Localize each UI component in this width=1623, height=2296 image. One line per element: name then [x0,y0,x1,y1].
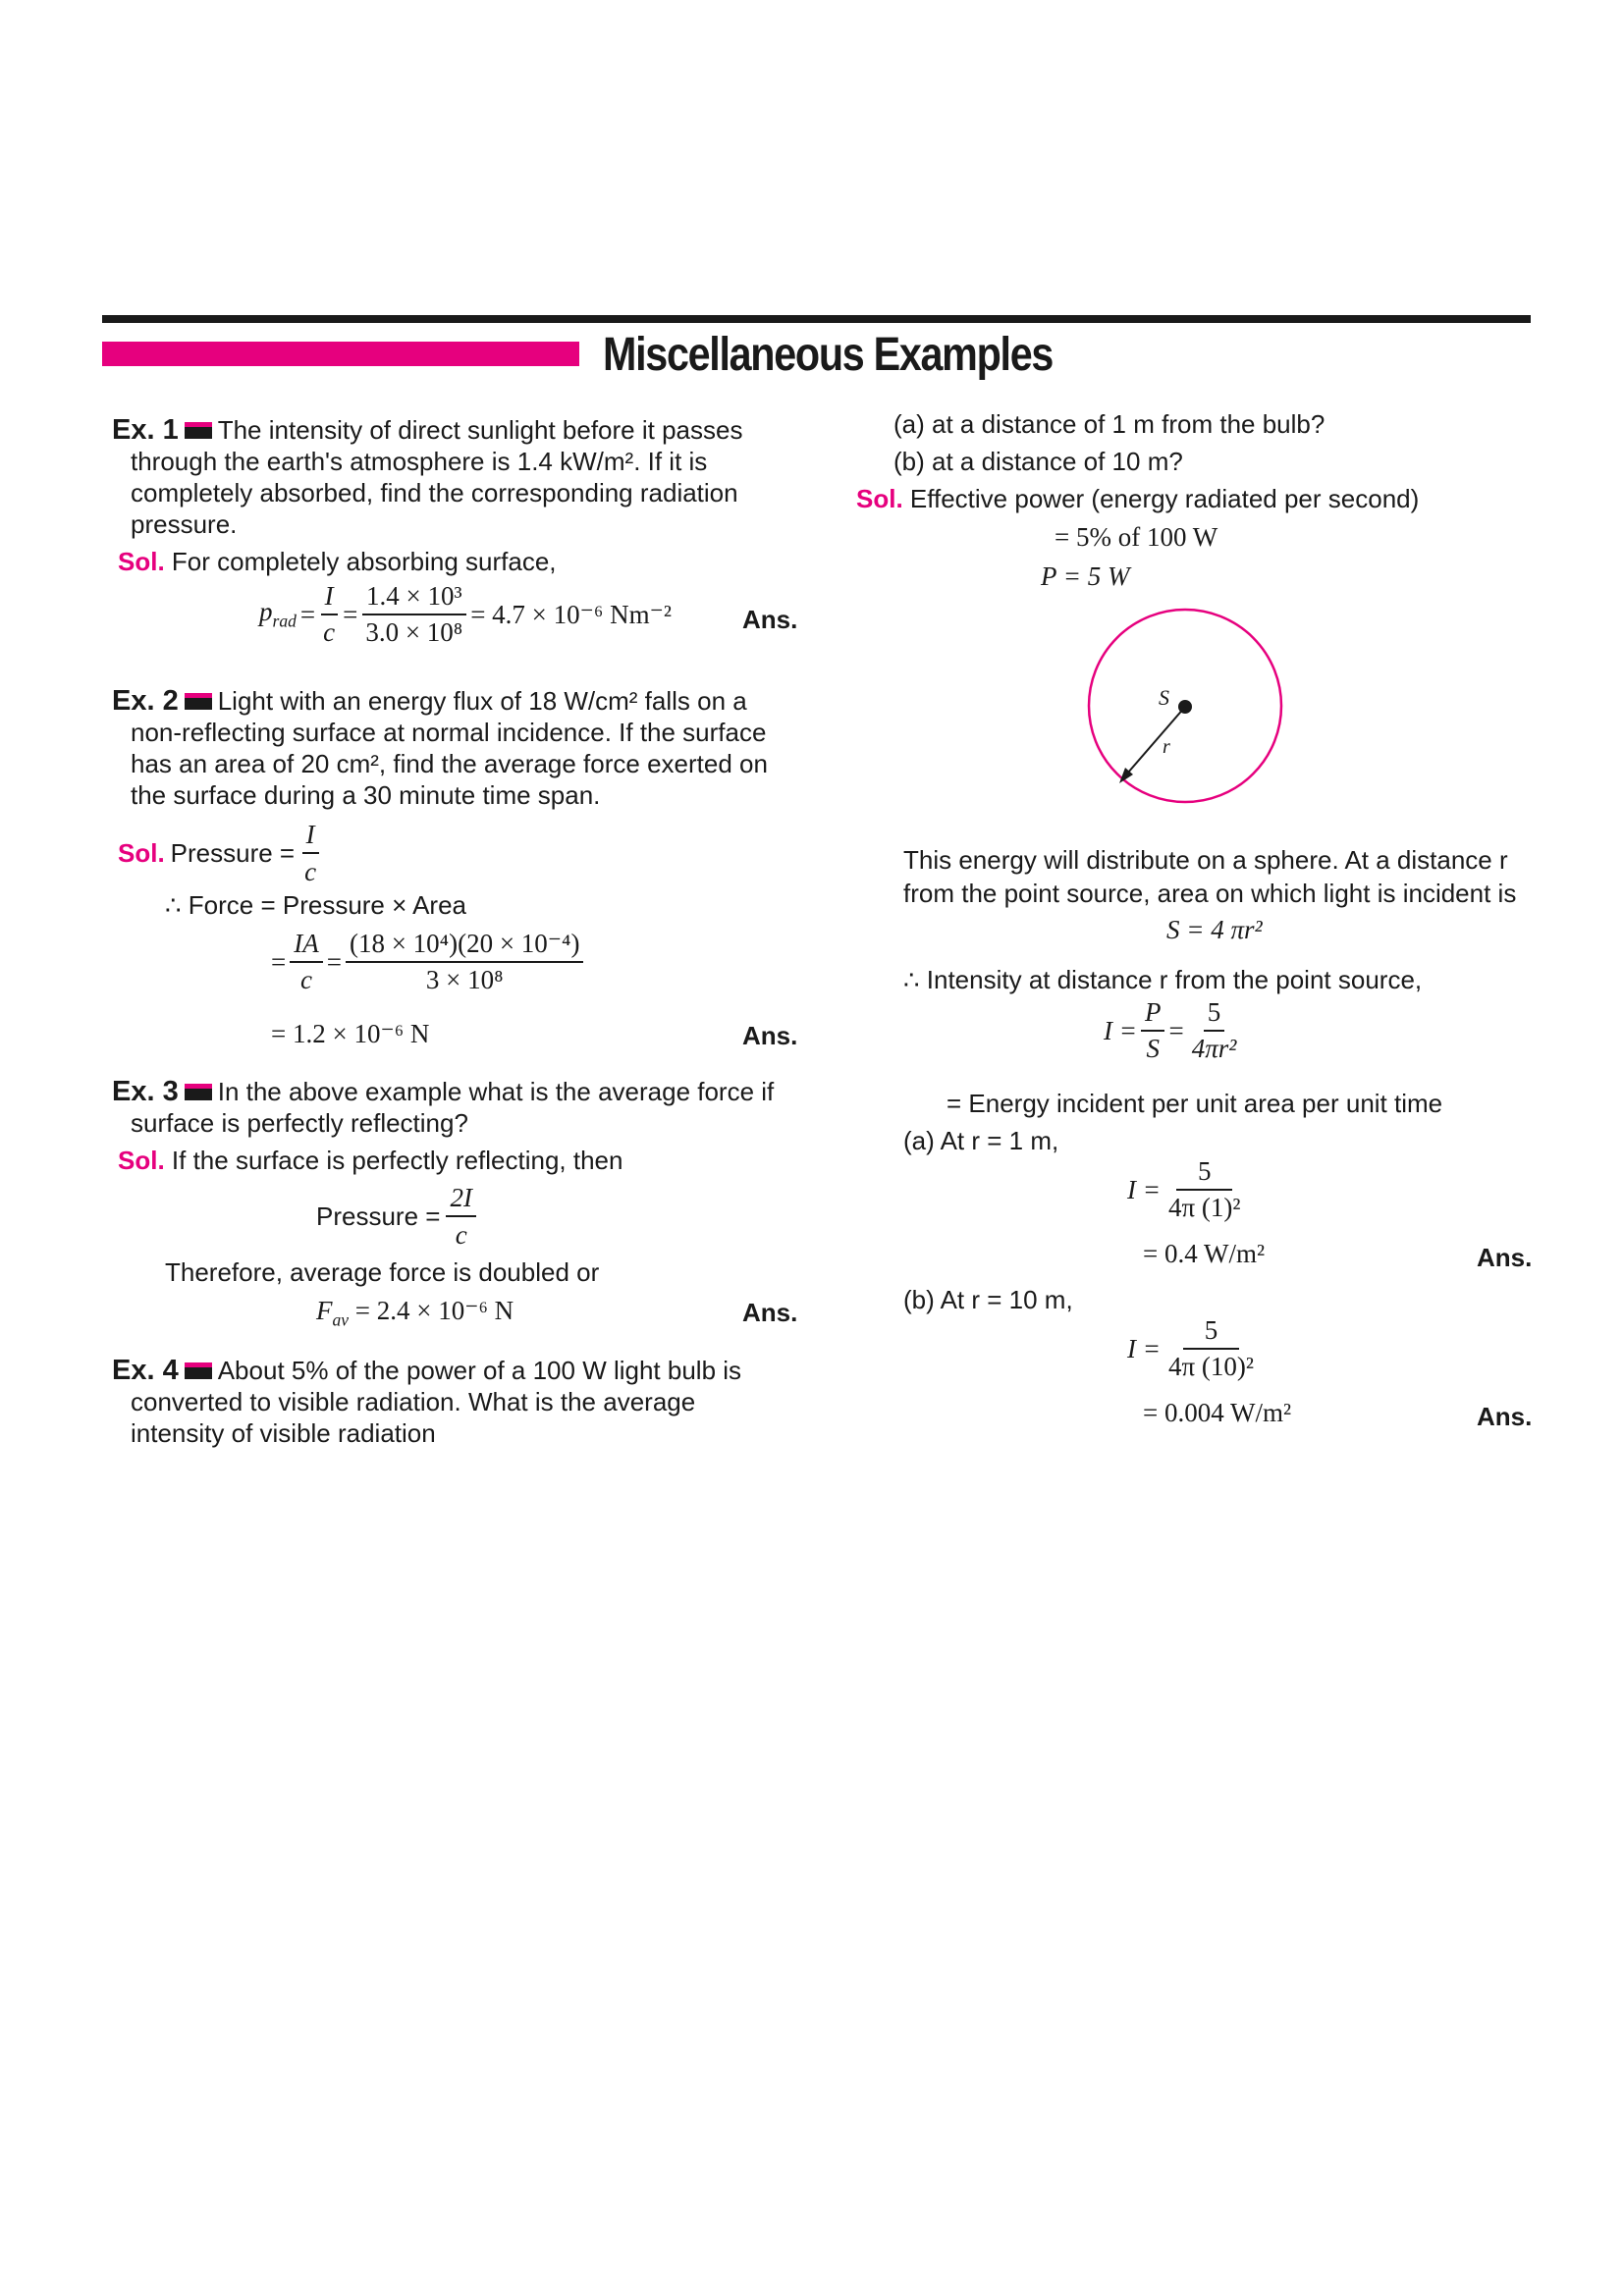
ex4-intensity-eq: I = $\frac{P}{S}$ = $\frac{5}{\text{4πr²}}$ [1104,997,1240,1064]
ex4-q-line-1: About 5% of the power of a 100 W light bulb is [217,1356,742,1385]
ex3-solution [118,1145,622,1176]
ex4-energy-line: = Energy incident per unit area per unit time [947,1089,1443,1118]
frac-den: 3 × 10⁸ [425,965,504,994]
ex3-q-line-2: surface is perfectly reflecting? [131,1108,468,1138]
b-lhs: I = [1127,1333,1161,1363]
ex4-b-eq [1127,1315,1258,1382]
ex1-question [112,414,742,446]
ex1-q-line-1: The intensity of direct sunlight before it passes [217,415,743,445]
radius-label: r [1163,736,1170,758]
ex2-question [112,685,747,717]
ex4-solution [856,483,1419,514]
ex2-q-line-3: has an area of 20 cm², find the average force exerted on [131,749,768,778]
header-rule [102,315,1531,323]
ex4-question [112,1355,741,1386]
ans-label: Ans. [742,605,798,634]
example-marker-icon [185,422,212,439]
ex2-sol-text: Pressure = [170,838,296,868]
frac-num: 5 [1204,997,1225,1032]
ex4-area-eq: S = 4 πr² [1166,915,1263,944]
frac-num: 5 [1176,1156,1233,1191]
fav-sub: av [332,1309,350,1330]
ans-label: Ans. [742,1298,798,1327]
ex1-equation: $p_{rad}$ = $\frac{I}{c}$ = $\frac{\text{1.4 × 10³}}{\text{3.0 × 10⁸}}$ = 4.7 × 10⁻⁶ Nm⁻² [259,581,672,647]
ex4-q-line-2: converted to visible radiation. What is the average [131,1387,696,1416]
frac-den: 3.0 × 10⁸ [365,617,463,647]
ex2-force-line: ∴ Force = Pressure × Area [165,890,467,920]
ex4-q-line-3: intensity of visible radiation [131,1418,436,1448]
ex1-q-line-4: pressure. [131,509,238,539]
ex1-sol-text: For completely absorbing surface, [171,547,557,576]
example-marker-icon [185,693,212,710]
ex4-sol-text: Effective power (energy radiated per second) [909,484,1420,513]
frac-den: c [304,857,317,886]
frac-den: 4π (10)² [1167,1352,1254,1381]
eq-lhs: p [259,597,273,627]
eq-result: = 4.7 × 10⁻⁶ Nm⁻² [470,599,672,629]
example-label: Ex. 2 [112,685,179,717]
ex4-intensity-line: ∴ Intensity at distance r from the point source, [903,965,1423,994]
ex4-b-result: = 0.004 W/m² [1143,1398,1292,1427]
frac-num: 5 [1183,1315,1240,1350]
ex4-a-eq [1127,1156,1244,1223]
ex3-pressure-eq [316,1182,476,1251]
ex4-q-right-1: (a) at a distance of 1 m from the bulb? [893,409,1325,439]
ex3-question [112,1076,774,1107]
ex2-solution [118,819,320,887]
sol-label: Sol. [118,1146,165,1175]
example-label: Ex. 3 [112,1076,179,1107]
fav-symbol: F [316,1296,333,1325]
frac-num: I [321,581,338,615]
ex4-a-label: (a) At r = 1 m, [903,1126,1059,1155]
ex4-dist-line-2: from the point source, area on which light is incident is [903,879,1517,908]
radius-line [1121,707,1185,780]
ex3-sol-text: If the surface is perfectly reflecting, then [171,1146,623,1175]
ans-label: Ans. [1477,1402,1533,1431]
frac-num: IA [290,929,322,963]
frac-den: c [455,1220,467,1250]
example-label: Ex. 1 [112,414,179,446]
ex3-fav-eq [316,1296,514,1330]
ans-label: Ans. [742,1021,798,1050]
frac-num: 2I [446,1182,476,1217]
example-label: Ex. 4 [112,1355,179,1386]
frac-den: S [1146,1034,1160,1063]
ex1-solution [118,546,557,577]
ex4-p-line-2: P = 5 W [1041,561,1130,591]
sol-label: Sol. [118,547,165,576]
page-title: Miscellaneous Examples [603,329,1054,381]
ex2-equation: = $\frac{IA}{c}$ = $\frac{\text{(18 × 10⁴)(20 × 10⁻⁴)}}{\text{3 × 10⁸}}$ [271,929,583,995]
ex1-q-line-2: through the earth's atmosphere is 1.4 kW/m². If it is [131,447,708,476]
a-lhs: I = [1127,1174,1161,1204]
ex4-dist-line-1: This energy will distribute on a sphere. At a distance r [903,845,1508,875]
ex3-therefore-text: Therefore, average force is doubled or [165,1257,600,1287]
frac-den: 4π (1)² [1167,1193,1241,1222]
sphere-diagram [1080,601,1296,817]
fav-result: = 2.4 × 10⁻⁶ N [354,1296,514,1325]
frac-num: I [302,819,319,854]
pressure-label: Pressure = [316,1201,441,1231]
frac-num: 1.4 × 10³ [362,581,466,615]
eq-lhs-sub: rad [272,611,297,631]
frac-den: 4πr² [1191,1034,1237,1063]
i-lhs: I = [1104,1015,1137,1045]
ex4-b-label: (b) At r = 10 m, [903,1285,1073,1314]
ex4-a-result: = 0.4 W/m² [1143,1239,1266,1268]
ex2-q-line-1: Light with an energy flux of 18 W/cm² falls on a [217,686,747,716]
frac-num: (18 × 10⁴)(20 × 10⁻⁴) [346,929,584,963]
ex4-p-line-1: = 5% of 100 W [1055,522,1218,552]
example-marker-icon [185,1084,212,1100]
frac-den: c [323,617,336,647]
ex2-q-line-4: the surface during a 30 minute time span. [131,780,601,810]
ex3-q-line-1: In the above example what is the average force if [217,1077,775,1106]
frac-den: c [299,965,312,994]
frac-num: P [1141,997,1165,1032]
ex1-q-line-3: completely absorbed, find the corresponding radiation [131,478,738,507]
sol-label: Sol. [118,838,165,868]
ex4-q-right-2: (b) at a distance of 10 m? [893,447,1183,476]
example-marker-icon [185,1362,212,1379]
ex2-result: = 1.2 × 10⁻⁶ N [271,1019,430,1048]
header-accent-bar [102,342,579,366]
source-label: S [1159,685,1169,710]
ans-label: Ans. [1477,1243,1533,1272]
sol-label: Sol. [856,484,903,513]
ex2-q-line-2: non-reflecting surface at normal incidence. If the surface [131,718,767,747]
